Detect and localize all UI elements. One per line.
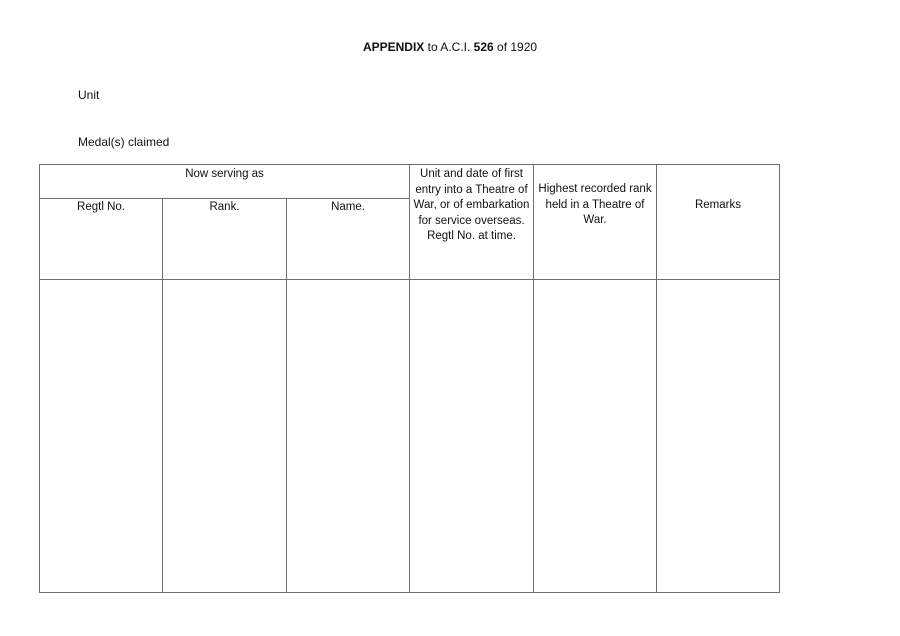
first-entry-header: Unit and date of first entry into a Theatre of War, or of embarkation for service overseas. Regtl No. at time. [410, 165, 534, 280]
now-serving-as-header: Now serving as [40, 165, 410, 199]
table-row [40, 280, 780, 593]
medal-claim-table [39, 164, 780, 593]
page-title [0, 40, 900, 54]
unit-label: Unit [78, 88, 100, 102]
name-header: Name. [287, 199, 410, 280]
name-cell[interactable] [287, 280, 410, 593]
remarks-cell[interactable] [657, 280, 780, 593]
first-entry-cell[interactable] [410, 280, 534, 593]
title-appendix: APPENDIX [362, 40, 425, 54]
regtl-no-header: Regtl No. [40, 199, 163, 280]
remarks-header: Remarks [657, 165, 780, 280]
highest-rank-cell[interactable] [534, 280, 657, 593]
title-aci: to A.C.I. [424, 40, 474, 54]
title-year: of 1920 [493, 40, 538, 54]
header-row-group [40, 165, 780, 199]
regtl-no-cell[interactable] [40, 280, 163, 593]
highest-rank-header: Highest recorded rank held in a Theatre of War. [534, 165, 657, 280]
rank-header: Rank. [163, 199, 287, 280]
title-number: 526 [473, 40, 494, 54]
medals-claimed-label: Medal(s) claimed [78, 135, 170, 149]
rank-cell[interactable] [163, 280, 287, 593]
